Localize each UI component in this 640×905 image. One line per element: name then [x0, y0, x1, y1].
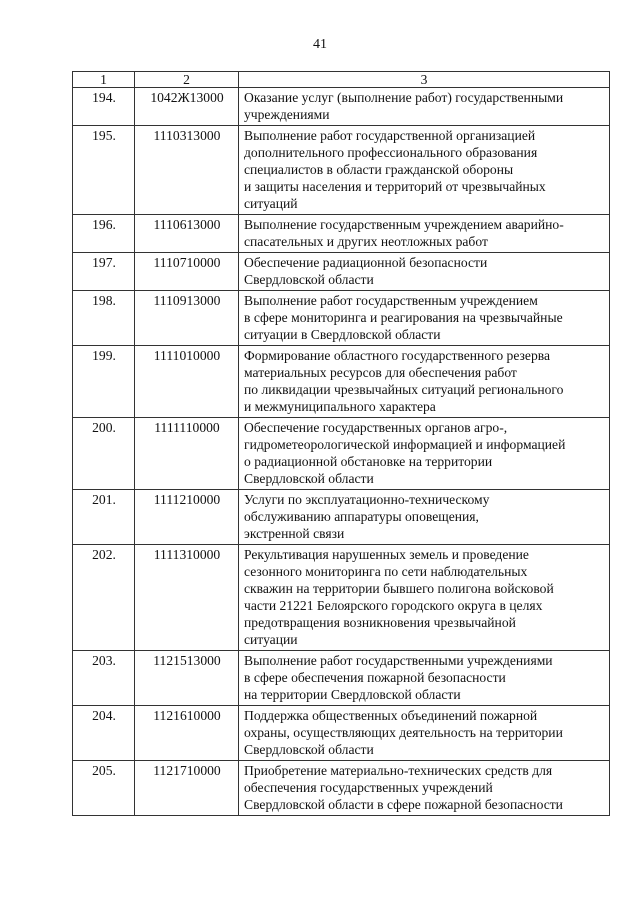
row-code-cell: 1111110000	[135, 418, 239, 490]
row-code-cell: 1110613000	[135, 215, 239, 253]
table-row	[73, 418, 610, 490]
row-number-cell: 200.	[73, 418, 135, 490]
row-number-cell: 194.	[73, 88, 135, 126]
budget-classification-table	[72, 71, 610, 816]
row-description-cell: Выполнение государственным учреждением аварийно- спасательных и других неотложных работ	[239, 215, 610, 253]
row-description-cell: Услуги по эксплуатационно-техническому обслуживанию аппаратуры оповещения, экстренной связи	[239, 490, 610, 545]
row-description-cell: Оказание услуг (выполнение работ) государственными учреждениями	[239, 88, 610, 126]
row-code-cell: 1042Ж13000	[135, 88, 239, 126]
row-code-cell: 1110913000	[135, 291, 239, 346]
table-row	[73, 253, 610, 291]
row-code-cell: 1110710000	[135, 253, 239, 291]
row-code-cell: 1111010000	[135, 346, 239, 418]
row-number-cell: 201.	[73, 490, 135, 545]
row-description-cell: Формирование областного государственного резерва материальных ресурсов для обеспечения работ по ликвидации чрезвычайных ситуаций регионального и межмуниципального характера	[239, 346, 610, 418]
table-row	[73, 346, 610, 418]
table-row	[73, 215, 610, 253]
row-description-cell: Обеспечение радиационной безопасности Свердловской области	[239, 253, 610, 291]
table-row	[73, 88, 610, 126]
row-description-cell: Выполнение работ государственной организацией дополнительного профессионального образования специалистов в области гражданской обороны и защиты населения и территорий от чрезвычайных ситуаций	[239, 126, 610, 215]
row-number-cell: 197.	[73, 253, 135, 291]
column-header-number: 1	[73, 72, 135, 88]
row-description-cell: Поддержка общественных объединений пожарной охраны, осуществляющих деятельность на территории Свердловской области	[239, 706, 610, 761]
table-row	[73, 126, 610, 215]
row-number-cell: 196.	[73, 215, 135, 253]
row-code-cell: 1111210000	[135, 490, 239, 545]
row-number-cell: 195.	[73, 126, 135, 215]
table-header-row	[73, 72, 610, 88]
row-code-cell: 1110313000	[135, 126, 239, 215]
row-code-cell: 1121610000	[135, 706, 239, 761]
row-code-cell: 1111310000	[135, 545, 239, 651]
table-row	[73, 761, 610, 816]
row-number-cell: 204.	[73, 706, 135, 761]
row-code-cell: 1121513000	[135, 651, 239, 706]
table-row	[73, 651, 610, 706]
row-description-cell: Приобретение материально-технических средств для обеспечения государственных учреждений Свердловской области в сфере пожарной безопасности	[239, 761, 610, 816]
row-number-cell: 199.	[73, 346, 135, 418]
row-number-cell: 205.	[73, 761, 135, 816]
table-row	[73, 291, 610, 346]
page-number: 41	[313, 37, 327, 52]
table-row	[73, 490, 610, 545]
column-header-code: 2	[135, 72, 239, 88]
row-description-cell: Выполнение работ государственными учреждениями в сфере обеспечения пожарной безопасности на территории Свердловской области	[239, 651, 610, 706]
table-row	[73, 706, 610, 761]
table-row	[73, 545, 610, 651]
row-number-cell: 198.	[73, 291, 135, 346]
row-code-cell: 1121710000	[135, 761, 239, 816]
row-description-cell: Рекультивация нарушенных земель и проведение сезонного мониторинга по сети наблюдательных скважин на территории бывшего полигона войсковой части 21221 Белоярского городского округа в целях предотвращения возникновения чрезвычайной ситуации	[239, 545, 610, 651]
row-number-cell: 202.	[73, 545, 135, 651]
row-number-cell: 203.	[73, 651, 135, 706]
row-description-cell: Выполнение работ государственным учреждением в сфере мониторинга и реагирования на чрезвычайные ситуации в Свердловской области	[239, 291, 610, 346]
row-description-cell: Обеспечение государственных органов агро-, гидрометеорологической информацией и информацией о радиационной обстановке на территории Свердловской области	[239, 418, 610, 490]
column-header-description: 3	[239, 72, 610, 88]
